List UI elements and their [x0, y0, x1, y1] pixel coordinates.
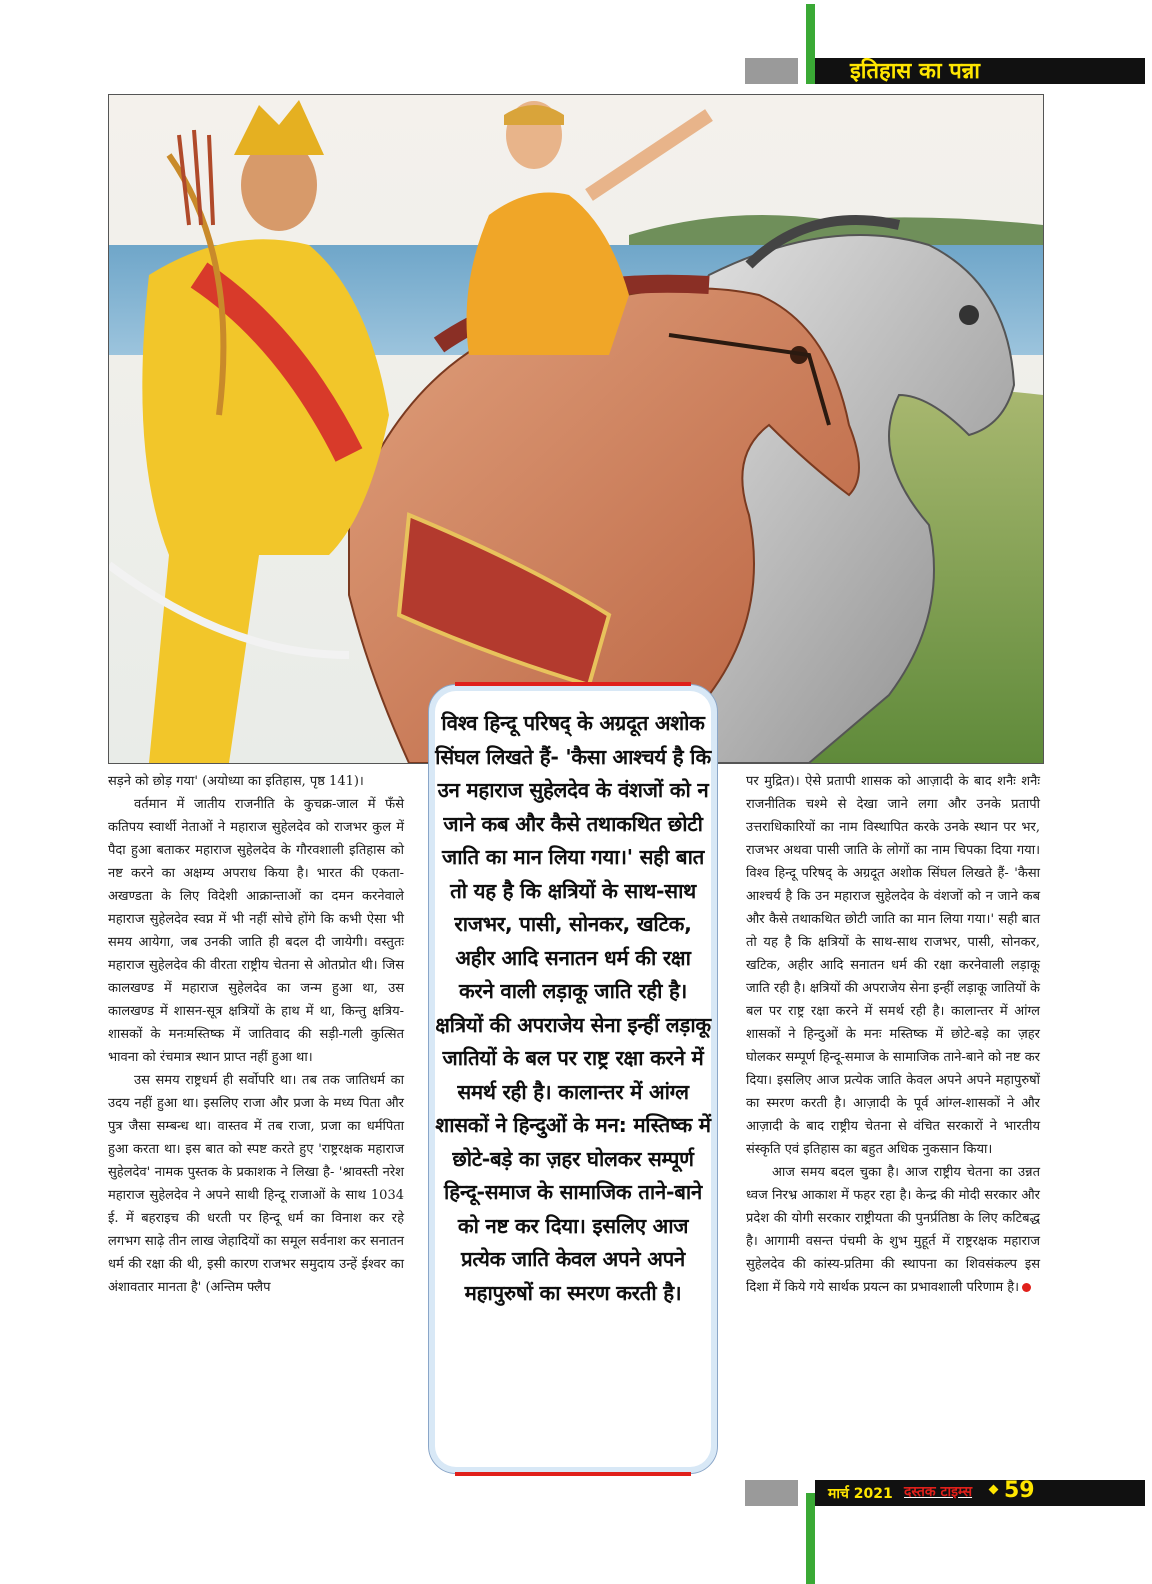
header-green-bar — [806, 4, 815, 84]
header-gray-block — [745, 58, 798, 84]
right-paragraph-2 — [746, 1161, 1040, 1299]
left-column — [108, 770, 404, 1299]
footer-month: मार्च 2021 — [828, 1486, 893, 1502]
pull-quote-bottom-rule — [455, 1472, 691, 1476]
left-paragraph-1: सड़ने को छोड़ गया' (अयोध्या का इतिहास, पृष्ठ 141)। — [108, 774, 364, 789]
magazine-logo: दस्तक टाइम्स — [904, 1484, 973, 1500]
left-paragraph-3: उस समय राष्ट्रधर्म ही सर्वोपरि था। तब तक जातिधर्म का उदय नहीं हुआ था। इसलिए राजा और प्रजा के मध्य पिता और पुत्र जैसा सम्बन्ध था। वास्तव में तब राजा, प्रजा का धर्मपिता हुआ करता था। इस बात को स्पष्ट करते हुए 'राष्ट्ररक्षक महाराज सुहेलदेव' नामक पुस्तक के प्रकाशक ने लिखा है- 'श्रावस्ती नरेश महाराज सुहेलदेव ने अपने साथी हिन्दू राजाओं के साथ 1034 ई. में बहराइच की धरती पर हिन्दू धर्म का विनाश कर रहे लगभग साढ़े तीन लाख जेहादियों का समूल सर्वनाश कर सनातन धर्म की रक्षा की थी, इसी कारण राजभर समुदाय उन्हें ईश्वर का अंशावतार मानता है' (अन्तिम फ्लैप — [108, 1073, 404, 1295]
page-number: 59 — [1004, 1478, 1035, 1503]
pull-quote-box — [428, 684, 718, 1474]
end-mark-icon — [1022, 1283, 1031, 1292]
pull-quote-top-rule — [455, 682, 691, 686]
footer-gray-block — [745, 1480, 798, 1506]
right-paragraph-1: पर मुद्रित)। ऐसे प्रतापी शासक को आज़ादी के बाद शनैः शनैः राजनीतिक चश्मे से देखा जाने लगा और उनके प्रतापी उत्तराधिकारियों का नाम विस्थापित करके उनके स्थान पर भर, राजभर अथवा पासी जाति के लोगों का नाम चिपका दिया गया। विश्व हिन्दू परिषद् के अग्रदूत अशोक सिंघल लिखते हैं- 'कैसा आश्चर्य है कि उन महाराज सुहेलदेव के वंशजों को न जाने कब और कैसे तथाकथित छोटी जाति का मान लिया गया।' सही बात तो यह है कि क्षत्रियों के साथ-साथ राजभर, पासी, सोनकर, खटिक, अहीर आदि सनातन धर्म की रक्षा करनेवाली लड़ाकू जाति रही है। क्षत्रियों की अपराजेय सेना इन्हीं लड़ाकू जातियों के बल पर राष्ट्र रक्षा करने में समर्थ रही है। कालान्तर में आंग्ल शासकों ने हिन्दुओं के मनः मस्तिष्क में छोटे-बड़े का ज़हर घोलकर सम्पूर्ण हिन्दू-समाज के सामाजिक ताने-बाने को नष्ट कर दिया। इसलिए आज प्रत्येक जाति केवल अपने अपने महापुरुषों का स्मरण करती है। आज़ादी के पूर्व आंग्ल-शासकों ने और आज़ादी के बाद राष्ट्रीय चेतना से वंचित सरकारों ने भारतीय संस्कृति एवं इतिहास का बहुत अधिक नुकसान किया। — [746, 774, 1040, 1157]
hero-image — [108, 94, 1044, 764]
right-column — [746, 770, 1040, 1299]
footer-green-bar — [806, 1493, 815, 1584]
section-title: इतिहास का पन्ना — [850, 59, 980, 84]
warriors-on-horseback-illustration — [109, 95, 1043, 763]
left-paragraph-2: वर्तमान में जातीय राजनीति के कुचक्र-जाल में फँसे कतिपय स्वार्थी नेताओं ने महाराज सुहेलदेव को राजभर कुल में पैदा हुआ बताकर महाराज सुहेलदेव के गौरवशाली इतिहास को नष्ट करने का अक्षम्य अपराध किया है। भारत की एकता-अखण्डता के लिए विदेशी आक्रान्ताओं का दमन करनेवाले महाराज सुहेलदेव स्वप्न में भी नहीं सोचे होंगे कि कभी ऐसा भी समय आयेगा, जब उनकी जाति ही बदल दी जायेगी। वस्तुतः महाराज सुहेलदेव की वीरता राष्ट्रीय चेतना से ओतप्रोत थी। जिस कालखण्ड में महाराज सुहेलदेव का जन्म हुआ था, उस कालखण्ड में शासन-सूत्र क्षत्रियों के हाथ में था, किन्तु क्षत्रिय-शासकों के मनःमस्तिष्क में जातिवाद की सड़ी-गली कुत्सित भावना को रंचमात्र स्थान प्राप्त नहीं हुआ था। — [108, 797, 404, 1065]
pull-quote-text: विश्व हिन्दू परिषद् के अग्रदूत अशोक सिंघल लिखते हैं- 'कैसा आश्चर्य है कि उन महाराज सुहेलदेव के वंशजों को न जाने कब और कैसे तथाकथित छोटी जाति का मान लिया गया।' सही बात तो यह है कि क्षत्रियों के साथ-साथ राजभर, पासी, सोनकर, खटिक, अहीर आदि सनातन धर्म की रक्षा करने वाली लड़ाकू जाति रही है। क्षत्रियों की अपराजेय सेना इन्हीं लड़ाकू जातियों के बल पर राष्ट्र रक्षा करने में समर्थ रही है। कालान्तर में आंग्ल शासकों ने हिन्दुओं के मन: मस्तिष्क में छोटे-बड़े का ज़हर घोलकर सम्पूर्ण हिन्दू-समाज के सामाजिक ताने-बाने को नष्ट कर दिया। इसलिए आज प्रत्येक जाति केवल अपने अपने महापुरुषों का स्मरण करती है। — [435, 711, 711, 1305]
right-paragraph-2-text: आज समय बदल चुका है। आज राष्ट्रीय चेतना का उन्नत ध्वज निरभ्र आकाश में फहर रहा है। केन्द्र की मोदी सरकार और प्रदेश की योगी सरकार राष्ट्रीयता की पुनर्प्रतिष्ठा के लिए कटिबद्ध है। आगामी वसन्त पंचमी के शुभ मुहूर्त में राष्ट्ररक्षक महाराज सुहेलदेव की कांस्य-प्रतिमा की स्थापना का शिवसंकल्प इस दिशा में किये गये सार्थक प्रयत्न का प्रभावशाली परिणाम है। — [746, 1165, 1040, 1295]
